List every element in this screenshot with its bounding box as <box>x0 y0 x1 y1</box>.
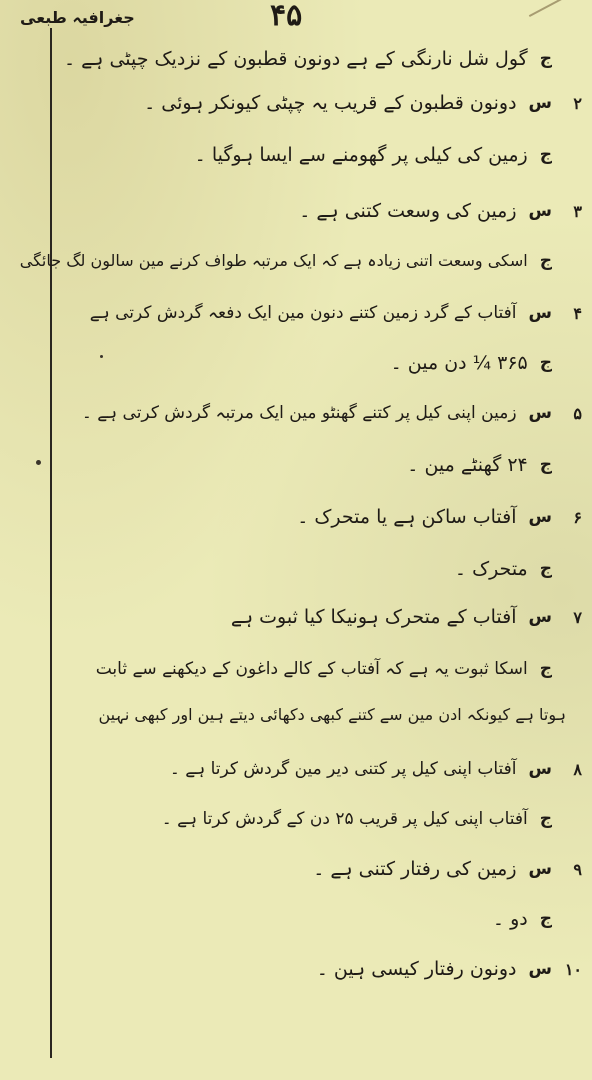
list-item <box>82 194 582 228</box>
list-item <box>19 244 552 278</box>
answer-marker: ج <box>539 251 552 271</box>
question-text: آفتاب ساکن ہے یا متحرک ۔ <box>297 505 517 528</box>
list-item <box>82 86 582 120</box>
question-text: زمین کی رفتار کتنی ہے ۔ <box>313 857 517 880</box>
question-marker: س <box>528 201 552 221</box>
list-item <box>42 802 552 836</box>
answer-marker: ج <box>539 909 552 929</box>
answer-marker: ج <box>539 353 552 373</box>
answer-text: اسکا ثبوت یہ ہے کہ آفتاب کے کالے داغون کے دیکھنے سے ثابت <box>95 658 528 679</box>
answer-text: گول شل نارنگی کے ہے دونون قطبون کے نزدیک چپٹی ہے ۔ <box>63 47 528 70</box>
book-title: جغرافیہ طبعی <box>20 8 135 27</box>
answer-text: اسکی وسعت اتنی زیادہ ہے کہ ایک مرتبہ طواف کرنے مین سالون لگ جائگی <box>19 251 528 270</box>
answer-marker: ج <box>539 809 552 829</box>
question-marker: س <box>528 607 552 627</box>
list-item <box>32 296 582 330</box>
answer-text: دو ۔ <box>492 907 528 930</box>
question-text: زمین کی وسعت کتنی ہے ۔ <box>299 199 517 222</box>
list-item <box>82 952 582 986</box>
question-text: آفتاب کے متحرک ہونیکا کیا ثبوت ہے <box>230 605 517 628</box>
page-number: ۴۵ <box>270 0 303 33</box>
question-text: آفتاب کے گرد زمین کتنے دنون مین ایک دفعہ گردش کرتی ہے <box>89 302 517 323</box>
answer-text: زمین کی کیلی پر گھومنے سے ایسا ہوگیا ۔ <box>194 143 528 166</box>
ink-speck <box>100 355 103 358</box>
question-marker: س <box>528 403 552 423</box>
list-item <box>82 902 552 936</box>
list-item <box>82 600 582 634</box>
list-item <box>42 752 582 786</box>
question-marker: س <box>528 303 552 323</box>
list-item <box>82 138 552 172</box>
question-text: آفتاب اپنی کیل پر کتنی دیر مین گردش کرتا ہے ۔ <box>169 758 517 779</box>
list-item <box>82 500 582 534</box>
answer-text: ۳۶۵ ¼ دن مین ۔ <box>390 351 528 374</box>
answer-text: ۲۴ گھنٹے مین ۔ <box>407 453 528 476</box>
list-item <box>82 552 552 586</box>
question-number: ۵ <box>573 403 582 423</box>
question-marker: س <box>528 93 552 113</box>
question-number: ۷ <box>573 607 582 627</box>
answer-text: متحرک ۔ <box>454 557 528 580</box>
answer-marker: ج <box>539 145 552 165</box>
question-number: ۶ <box>573 507 582 527</box>
list-item <box>42 396 582 430</box>
ink-speck <box>36 460 41 465</box>
question-number: ۱۰ <box>564 959 582 979</box>
list-item <box>82 448 552 482</box>
question-text: دونون قطبون کے قریب یہ چپٹی کیونکر ہوئی ۔ <box>144 91 517 114</box>
list-item <box>32 652 552 686</box>
answer-text: آفتاب اپنی کیل پر قریب ۲۵ دن کے گردش کرتا ہے ۔ <box>161 808 528 829</box>
question-number: ۴ <box>573 303 582 323</box>
list-item-continued <box>18 698 578 732</box>
answer-marker: ج <box>539 49 552 69</box>
question-text: زمین اپنی کیل پر کتنے گھنٹو مین ایک مرتبہ گردش کرتی ہے ۔ <box>81 402 517 423</box>
question-number: ۲ <box>573 93 582 113</box>
list-item <box>63 42 552 76</box>
question-number: ۳ <box>573 201 582 221</box>
question-number: ۹ <box>573 859 582 879</box>
answer-marker: ج <box>539 455 552 475</box>
answer-marker: ج <box>539 659 552 679</box>
question-marker: س <box>528 959 552 979</box>
question-number: ۸ <box>573 759 582 779</box>
answer-text: ہوتا ہے کیونکہ ادن مین سے کتنے کبھی دکھائی دیتے ہین اور کبھی نہین <box>98 705 566 724</box>
list-item <box>82 852 582 886</box>
answer-marker: ج <box>539 559 552 579</box>
question-marker: س <box>528 859 552 879</box>
list-item <box>82 346 552 380</box>
question-marker: س <box>528 759 552 779</box>
question-marker: س <box>528 507 552 527</box>
question-text: دونون رفتار کیسی ہین ۔ <box>316 957 517 980</box>
